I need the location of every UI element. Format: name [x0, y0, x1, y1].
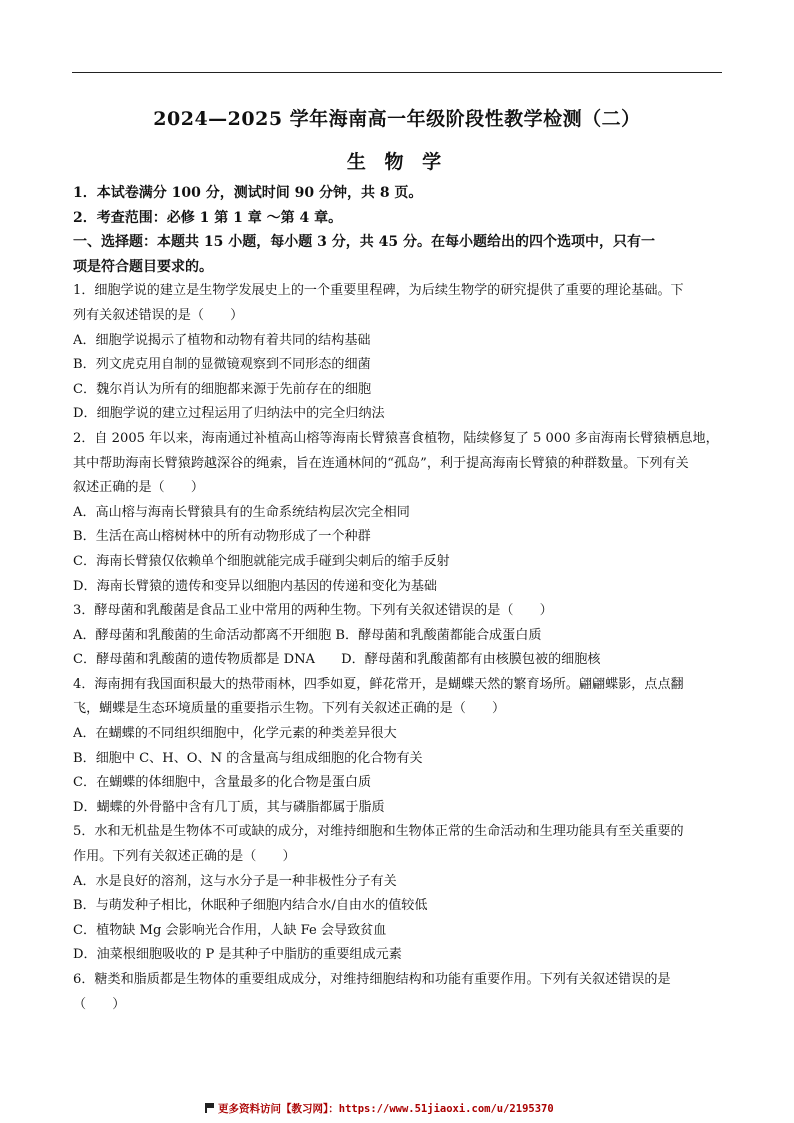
note-line: 1．本试卷满分 100 分，测试时间 90 分钟，共 8 页。 [73, 185, 423, 201]
question-line: 6．糖类和脂质都是生物体的重要组成成分，对维持细胞结构和功能有重要作用。下列有关叙述错误的是 [73, 972, 671, 987]
option-line: A．在蝴蝶的不同组织细胞中，化学元素的种类差异很大 [73, 726, 397, 742]
question-line: 2．自 2005 年以来，海南通过补植高山榕等海南长臂猿喜食植物，陆续修复了 5 000 多亩海南长臂猿栖息地， [73, 430, 719, 446]
option-line: D．海南长臂猿的遗传和变异以细胞内基因的传递和变化为基础 [73, 578, 438, 594]
option-line: B．列文虎克用自制的显微镜观察到不同形态的细菌 [73, 357, 371, 373]
question-line: 作用。下列有关叙述正确的是（ ） [73, 849, 296, 865]
subject-title: 生 物 学 [346, 151, 448, 173]
option-line: B．细胞中 C、H、O、N 的含量高与组成细胞的化合物有关 [73, 750, 423, 766]
exam-content [73, 181, 727, 1017]
option-line: A．高山榕与海南长臂猿具有的生命系统结构层次完全相同 [73, 504, 410, 520]
footer-link[interactable] [205, 1101, 554, 1116]
top-rule [72, 72, 722, 73]
question-line: 叙述正确的是（ ） [73, 480, 204, 496]
option-line: C．在蝴蝶的体细胞中，含量最多的化合物是蛋白质 [73, 775, 372, 791]
question-line: 其中帮助海南长臂猿跨越深谷的绳索，旨在连通林间的“孤岛”，利于提高海南长臂猿的种群数量。下列有关 [73, 455, 689, 471]
option-line: C．海南长臂猿仅依赖单个细胞就能完成手碰到尖刺后的缩手反射 [73, 553, 450, 569]
question-line: 5．水和无机盐是生物体不可或缺的成分，对维持细胞和生物体正常的生命活动和生理功能具有至关重要的 [73, 824, 684, 840]
exam-title: 2024—2025 学年海南高一年级阶段性教学检测（二） [153, 108, 641, 130]
option-line: B．生活在高山榕树林中的所有动物形成了一个种群 [73, 529, 371, 545]
note-line: 2．考查范围：必修 1 第 1 章 ～第 4 章。 [73, 209, 343, 226]
option-line: D．蝴蝶的外骨骼中含有几丁质，其与磷脂都属于脂质 [73, 799, 385, 815]
option-line: C．植物缺 Mg 会影响光合作用，人缺 Fe 会导致贫血 [73, 922, 387, 938]
option-line: B．与萌发种子相比，休眠种子细胞内结合水/自由水的值较低 [73, 898, 428, 914]
question-line: 飞，蝴蝶是生态环境质量的重要指示生物。下列有关叙述正确的是（ ） [73, 701, 506, 717]
question-line: 列有关叙述错误的是（ ） [73, 307, 244, 323]
option-line: D．细胞学说的建立过程运用了归纳法中的完全归纳法 [73, 406, 385, 422]
flag-icon [205, 1103, 214, 1113]
question-line: （ ） [73, 996, 126, 1012]
question-line: 4．海南拥有我国面积最大的热带雨林，四季如夏，鲜花常开，是蝴蝶天然的繁育场所。翩翩蝶影，点点翻 [73, 676, 684, 692]
section-heading: 项是符合题目要求的。 [73, 258, 213, 275]
option-line: A．水是良好的溶剂，这与水分子是一种非极性分子有关 [73, 873, 397, 889]
question-line: 1．细胞学说的建立是生物学发展史上的一个重要里程碑，为后续生物学的研究提供了重要的理论基础。下 [73, 283, 684, 299]
section-heading: 一、选择题：本题共 15 小题，每小题 3 分，共 45 分。在每小题给出的四个选项中，只有一 [73, 234, 655, 251]
option-line: A．细胞学说揭示了植物和动物有着共同的结构基础 [73, 332, 371, 348]
option-line: C．酵母菌和乳酸菌的遗传物质都是 DNA D．酵母菌和乳酸菌都有由核膜包被的细胞核 [73, 652, 601, 668]
question-line: 3．酵母菌和乳酸菌是食品工业中常用的两种生物。下列有关叙述错误的是（ ） [73, 603, 553, 619]
footer-text[interactable]: 更多资料访问【教习网】：https://www.51jiaoxi.com/u/2195370 [218, 1103, 554, 1115]
option-line: D．油菜根细胞吸收的 P 是其种子中脂肪的重要组成元素 [73, 947, 402, 963]
option-line: C．魏尔肖认为所有的细胞都来源于先前存在的细胞 [73, 381, 372, 397]
option-line: A．酵母菌和乳酸菌的生命活动都离不开细胞 B．酵母菌和乳酸菌都能合成蛋白质 [73, 627, 542, 643]
